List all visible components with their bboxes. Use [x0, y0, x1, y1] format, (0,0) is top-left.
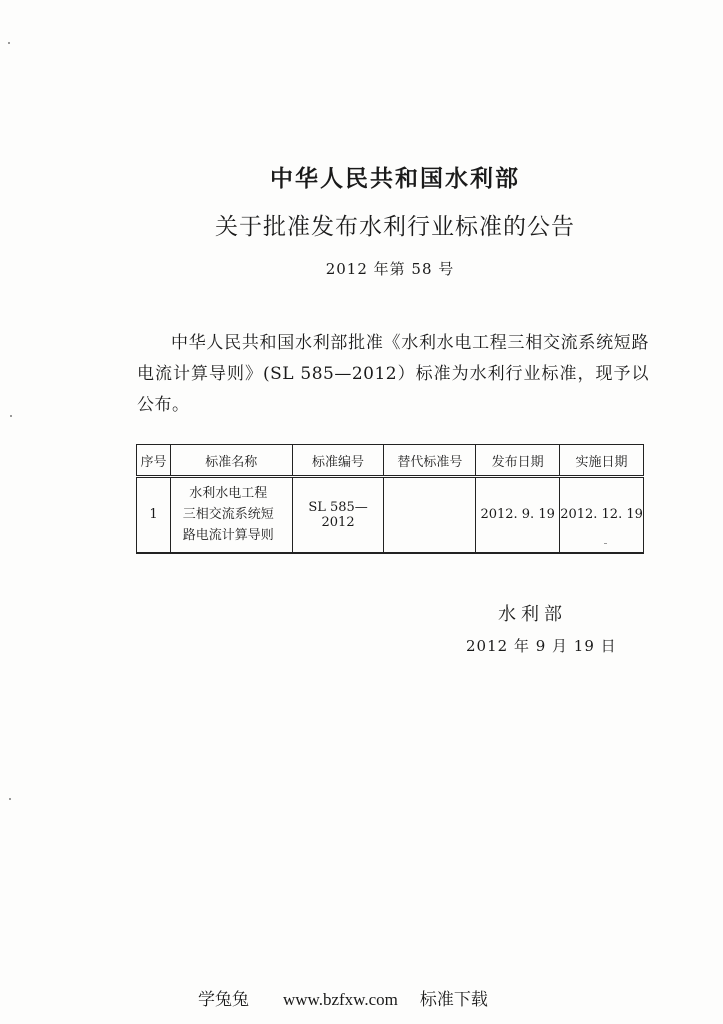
standard-name-line: 路电流计算导则 — [182, 528, 274, 544]
announcement-paragraph: 中华人民共和国水利部批准《水利水电工程三相交流系统短路电流计算导则》(SL 585—2012）标准为水利行业标准，现予以公布。 — [137, 333, 649, 415]
footer-site-name: 学兔兔 — [198, 990, 249, 1010]
standards-table — [136, 444, 644, 554]
row-replaces — [384, 477, 476, 553]
scan-speck — [8, 42, 10, 44]
row-index: 1 — [137, 477, 171, 553]
row-standard-code: SL 585—2012 — [292, 477, 384, 553]
standard-name-line: 水利水电工程 — [189, 486, 268, 502]
footer-tagline: 标准下载 — [419, 990, 488, 1010]
scan-speck — [10, 415, 12, 417]
row-issue-date: 2012. 9. 19 — [476, 477, 560, 553]
scan-speck — [604, 543, 607, 544]
header-replaces: 替代标准号 — [384, 445, 476, 477]
table-row — [137, 477, 644, 553]
issuing-department: 水利部 — [498, 604, 567, 625]
standard-name-line: 三相交流系统短 — [182, 507, 274, 523]
row-effective-date: 2012. 12. 19 — [560, 477, 644, 553]
footer-watermark — [198, 985, 488, 1010]
footer-url[interactable]: www.bzfxw.com — [283, 990, 398, 1009]
header-code: 标准编号 — [292, 445, 384, 477]
header-issue-date: 发布日期 — [476, 445, 560, 477]
scan-speck — [9, 798, 11, 800]
announcement-title: 关于批准发布水利行业标准的公告 — [215, 214, 575, 240]
issue-date: 2012 年 9 月 19 日 — [466, 637, 617, 655]
header-index: 序号 — [137, 445, 171, 477]
header-effective-date: 实施日期 — [560, 445, 644, 477]
document-number: 2012 年第 58 号 — [325, 260, 455, 278]
ministry-title: 中华人民共和国水利部 — [270, 165, 520, 192]
header-name: 标准名称 — [170, 445, 292, 477]
row-standard-name — [170, 477, 292, 553]
table-header-row — [137, 445, 644, 477]
